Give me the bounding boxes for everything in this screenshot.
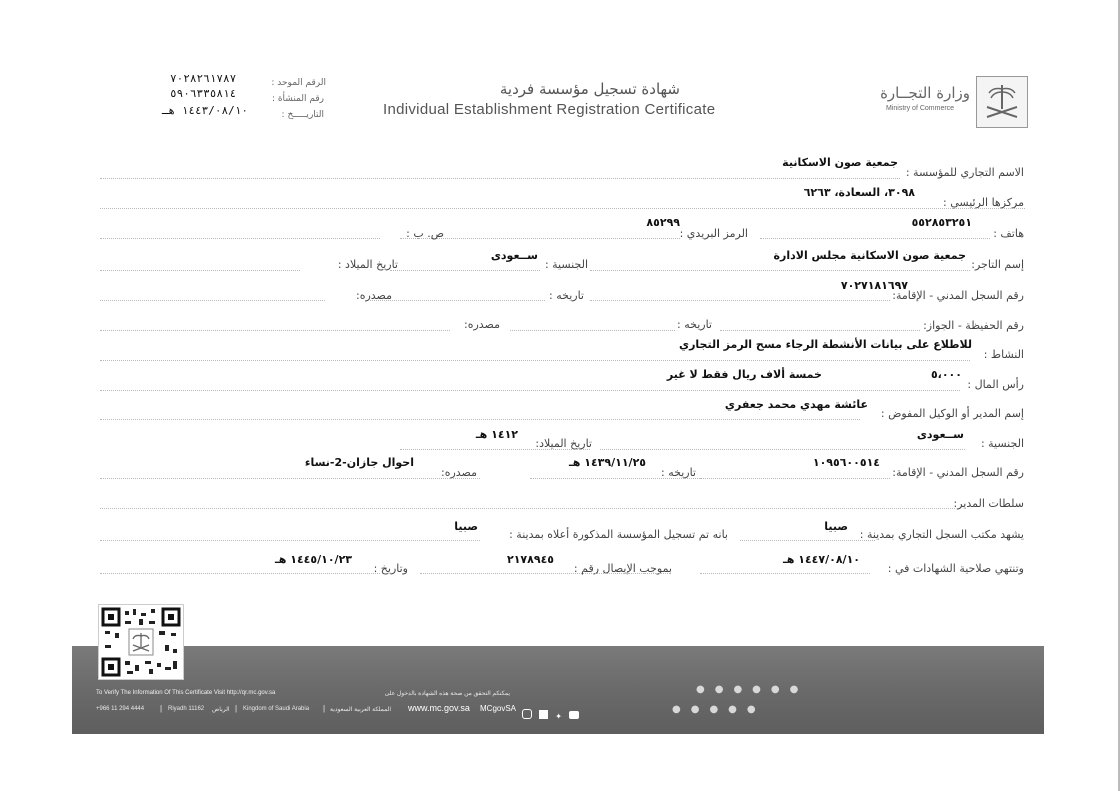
activity-line [100, 360, 970, 361]
phone-line [760, 238, 990, 239]
manager-civil-date-line [530, 478, 700, 479]
facility-number-label: رقم المنشأة : [271, 94, 324, 104]
registered-label: بانه تم تسجيل المؤسسة المذكورة أعلاه بمدينة : [509, 528, 728, 541]
unified-number-label: الرقم الموحد : [271, 78, 326, 88]
activity-label: النشاط : [983, 348, 1024, 361]
family-card-label: رقم الحفيظة - الجواز: [923, 319, 1024, 332]
footer-handle: MCgovSA [480, 704, 517, 713]
ministry-name-en: Ministry of Commerce [886, 105, 955, 112]
manager-label: إسم المدير أو الوكيل المفوض : [880, 407, 1024, 420]
manager-nationality-line [600, 449, 965, 450]
receipt-line [420, 573, 670, 574]
receipt-date-value: ١٤٤٥/١٠/٢٣ هـ [275, 553, 352, 566]
civil-registry-label: رقم السجل المدني - الإقامة: [892, 289, 1024, 302]
capital-in-words: خمسة ألاف ريال فقط لا غير [666, 368, 822, 381]
birthdate-label: تاريخ الميلاد : [337, 258, 398, 271]
twitter-icon[interactable]: ✦ [555, 712, 562, 721]
nationality-value: ســعودى [490, 249, 538, 262]
expiry-line [700, 573, 870, 574]
certify-city-value: صبيا [824, 520, 848, 533]
postal-label: الرمز البريدي : [679, 227, 748, 240]
receipt-date-line [100, 573, 380, 574]
merchant-line [590, 270, 970, 271]
expiry-label: وتنتهي صلاحية الشهادات في : [887, 562, 1024, 575]
family-source-label: مصدره: [464, 318, 500, 331]
ministry-logo [976, 76, 1028, 128]
nationality-line [390, 270, 540, 271]
civil-registry-value: ٧٠٢٧١٨١٦٩٧ [840, 279, 908, 292]
receipt-value: ٢١٧٨٩٤٥ [507, 553, 554, 566]
trade-name-label: الاسم التجاري للمؤسسة : [905, 166, 1024, 179]
manager-birth-value: ١٤١٢ هـ [475, 428, 518, 441]
manager-source-line [100, 478, 480, 479]
phone-label: هاتف : [993, 227, 1024, 240]
merchant-label: إسم التاجر: [971, 258, 1024, 271]
footer-dots-lower: ●●●●● [672, 704, 766, 715]
family-card-line [720, 330, 920, 331]
footer-kingdom-ar: المملكة العربية السعودية [330, 707, 392, 713]
footer-phone: +966 11 294 4444 [96, 706, 145, 712]
hq-line [100, 208, 1025, 209]
capital-line [100, 390, 960, 391]
palm-swords-emblem-icon [977, 77, 1027, 127]
certificate-date: ١٤٤٣/٠٨/١٠ هـ [161, 104, 248, 117]
manager-line [100, 419, 860, 420]
manager-source-label: مصدره: [441, 466, 477, 479]
manager-civil-label: رقم السجل المدني - الإقامة: [892, 466, 1024, 479]
civil-registry-line [590, 300, 890, 301]
family-source-line [100, 330, 450, 331]
civil-source-label: مصدره: [356, 289, 392, 302]
facility-number: ٥٩٠٦٣٣٥٨١٤ [170, 87, 237, 100]
ministry-name-ar: وزارة التجــارة [880, 84, 970, 102]
trade-name-line [100, 178, 900, 179]
manager-nationality-label: الجنسية : [980, 437, 1024, 450]
civil-date-line [370, 300, 545, 301]
manager-source-value: احوال جازان-2-نساء [304, 456, 414, 469]
footer-website[interactable]: www.mc.gov.sa [408, 703, 470, 713]
civil-date-label: تاريخه : [549, 289, 584, 302]
manager-birth-label: تاريخ الميلاد: [535, 437, 592, 450]
certificate-title-en: Individual Establishment Registration Certificate [383, 101, 716, 118]
nationality-label: الجنسية : [544, 258, 588, 271]
unified-number: ٧٠٢٨٢٦١٧٨٧ [170, 72, 237, 85]
footer-dots-upper: ●●●●●● [696, 684, 809, 695]
postal-value: ٨٥٢٩٩ [646, 216, 680, 229]
footer-band [72, 646, 1044, 734]
manager-powers-label: سلطات المدير: [953, 497, 1024, 510]
registered-city-value: صبيا [454, 520, 478, 533]
pobox-label: ص. ب : [406, 227, 444, 240]
footer-sep-2: | [235, 704, 238, 713]
qr-code[interactable] [98, 604, 184, 680]
date-label: التاريـــــخ : [281, 110, 324, 120]
manager-civil-value: ١٠٩٥٦٠٠٥١٤ [812, 456, 880, 469]
qr-code-icon [99, 605, 183, 679]
civil-source-line [100, 300, 325, 301]
certify-city-line [740, 540, 875, 541]
pobox-line [100, 238, 380, 239]
manager-civil-date-label: تاريخه : [661, 466, 696, 479]
footer-verify-ar: يمكنكم التحقق من صحة هذه الشهادة بالدخول على [384, 691, 510, 697]
certify-label: يشهد مكتب السجل التجاري بمدينة : [859, 528, 1024, 541]
instagram-icon[interactable] [522, 709, 532, 719]
merchant-value: جمعية صون الاسكانية مجلس الادارة [773, 249, 966, 262]
activity-value: للاطلاع على بيانات الأنشطة الرجاء مسح الرمز التجاري [678, 338, 972, 351]
footer-sep-3: | [323, 704, 326, 713]
family-date-label: تاريخه : [677, 318, 712, 331]
birthdate-line [100, 270, 300, 271]
footer-kingdom-en: Kingdom of Saudi Arabia [243, 706, 310, 712]
hq-label: مركزها الرئيسي : [943, 196, 1024, 209]
receipt-date-label: وتاريخ : [373, 562, 408, 575]
expiry-value: ١٤٤٧/٠٨/١٠ هـ [783, 553, 860, 566]
footer-social-icons [522, 704, 579, 723]
facebook-icon[interactable] [539, 710, 548, 719]
receipt-label: بموجب الإيصال رقم : [573, 562, 672, 575]
hq-value: ٣٠٩٨، السعادة، ٦٢٦٣ [803, 186, 915, 199]
footer-verify-en: To Verify The Information Of This Certificate Visit http://qr.mc.gov.sa [96, 690, 276, 696]
manager-birth-line [400, 449, 590, 450]
capital-label: رأس المال : [967, 378, 1024, 391]
manager-value: عائشة مهدي محمد جعفري [724, 398, 868, 411]
family-date-line [510, 330, 675, 331]
registered-city-line [100, 540, 480, 541]
capital-value: ٥،٠٠٠ [930, 368, 962, 381]
certificate-title-ar: شهادة تسجيل مؤسسة فردية [499, 80, 680, 98]
manager-civil-date-value: ١٤٣٩/١١/٢٥ هـ [569, 456, 646, 469]
manager-powers-line [100, 508, 955, 509]
youtube-icon[interactable] [569, 711, 579, 719]
footer-sep-1: | [160, 704, 163, 713]
footer-riyadh-en: Riyadh 11162 [168, 706, 205, 712]
manager-civil-line [700, 478, 890, 479]
trade-name-value: جمعية صون الاسكانية [782, 156, 898, 169]
manager-nationality-value: ســعودى [916, 428, 964, 441]
footer-riyadh-ar: الرياض [212, 707, 230, 713]
phone-value: ٥٥٢٨٥٣٢٥١ [911, 216, 972, 229]
